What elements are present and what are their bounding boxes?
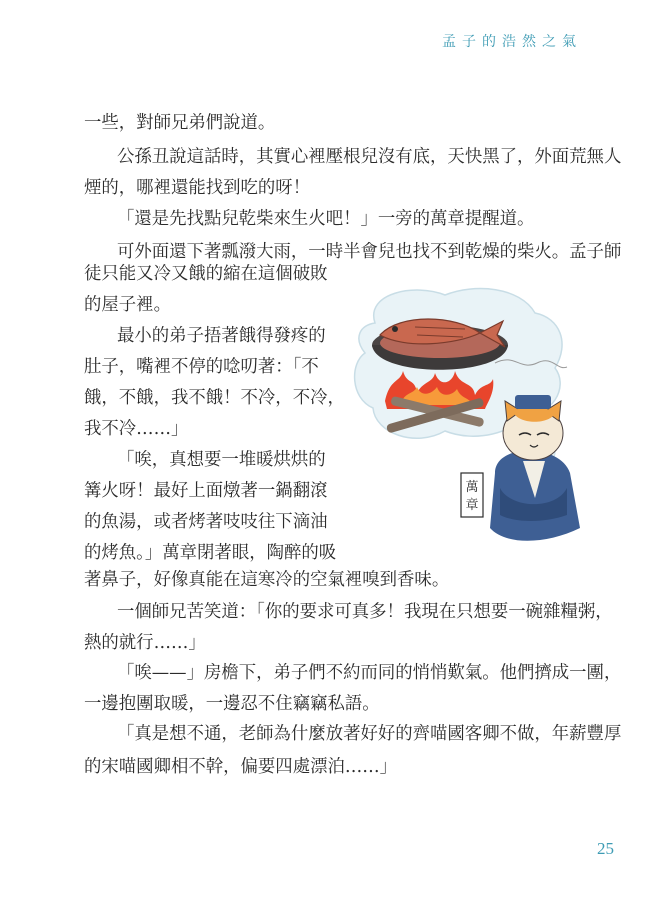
text-line: 著鼻子，好像真能在這寒冷的空氣裡嗅到香味。 (84, 570, 450, 590)
text-line: 一邊抱團取暖，一邊忍不住竊竊私語。 (84, 694, 380, 714)
cat-dreaming-of-fish-illustration (345, 283, 587, 545)
name-seal (461, 473, 483, 517)
text-line: 「還是先找點兒乾柴來生火吧！」一旁的萬章提醒道。 (117, 209, 535, 229)
svg-text:章: 章 (465, 498, 479, 513)
text-line: 「唉，真想要一堆暖烘烘的 (117, 450, 326, 470)
text-line: 徒只能又冷又餓的縮在這個破敗 (84, 264, 328, 284)
text-line: 「唉——」房檐下，弟子們不約而同的悄悄歎氣。他們擠成一團， (117, 663, 622, 683)
text-line: 可外面還下著瓢潑大雨，一時半會兒也找不到乾燥的柴火。孟子師 (117, 242, 622, 262)
text-line: 肚子，嘴裡不停的唸叨著：「不 (84, 357, 319, 377)
text-line: 篝火呀！最好上面燉著一鍋翻滾 (84, 481, 328, 501)
text-line: 我不冷……」 (84, 419, 189, 439)
text-line: 的宋喵國卿相不幹，偏要四處漂泊……」 (84, 757, 398, 777)
text-line: 餓，不餓，我不餓！不冷，不冷， (84, 388, 345, 408)
page-number: 25 (597, 839, 614, 858)
svg-text:萬: 萬 (465, 480, 479, 495)
text-line: 熱的就行……」 (84, 633, 206, 653)
text-line: 最小的弟子捂著餓得發疼的 (117, 326, 326, 346)
text-line: 的烤魚。」萬章閉著眼，陶醉的吸 (84, 543, 337, 563)
text-line: 一個師兄苦笑道：「你的要求可真多！我現在只想要一碗雜糧粥， (117, 602, 613, 622)
text-line: 的魚湯，或者烤著吱吱往下滴油 (84, 512, 328, 532)
text-line: 「真是想不通，老師為什麼放著好好的齊喵國客卿不做，年薪豐厚 (117, 724, 622, 744)
text-line: 一些，對師兄弟們說道。 (84, 113, 276, 133)
running-header: 孟子的浩然之氣 (442, 34, 582, 50)
text-line: 公孫丑說這話時，其實心裡壓根兒沒有底，天快黑了，外面荒無人 (117, 147, 622, 167)
text-line: 的屋子裡。 (84, 295, 171, 315)
text-line: 煙的，哪裡還能找到吃的呀！ (84, 178, 311, 198)
